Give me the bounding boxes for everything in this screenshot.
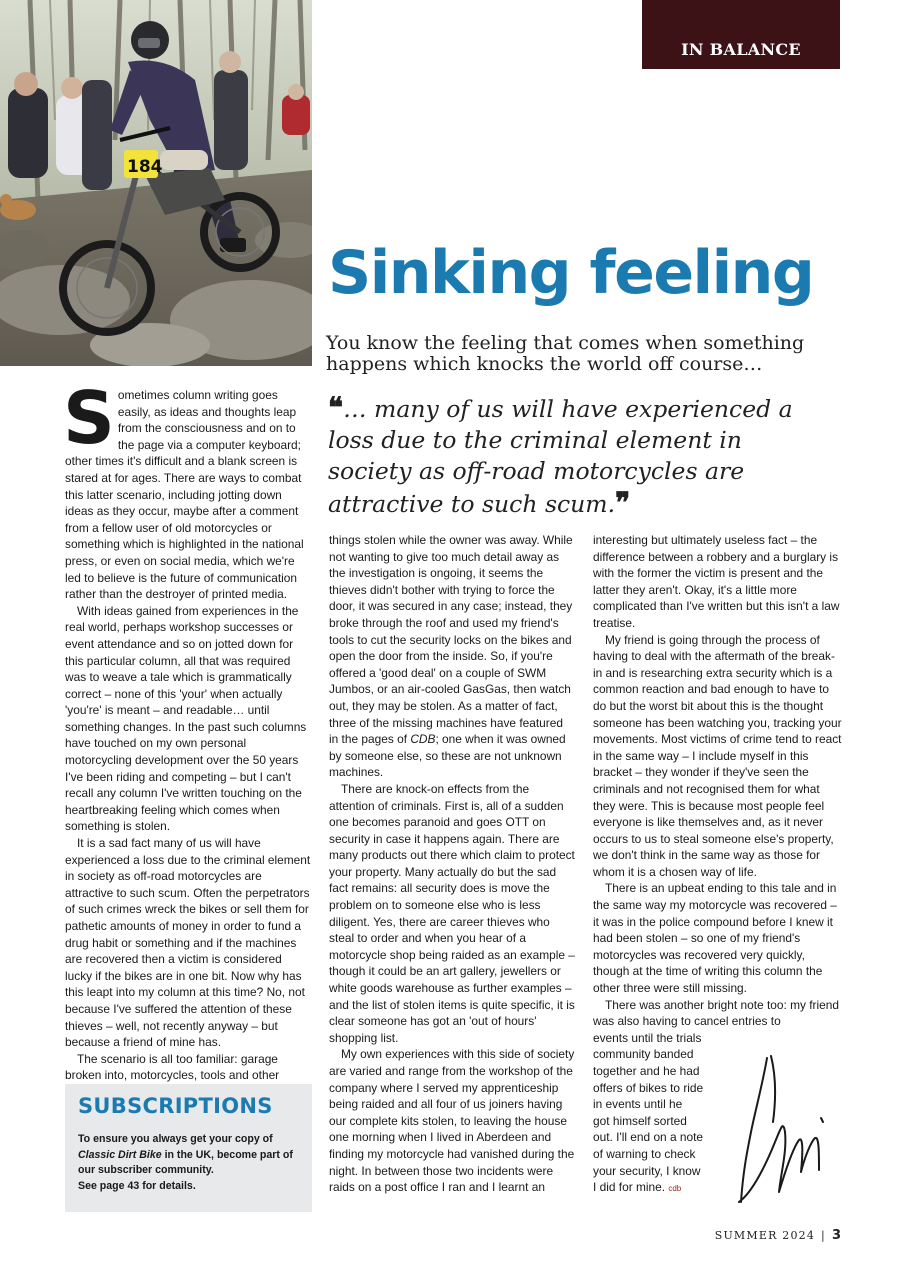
page-folio xyxy=(715,1228,841,1243)
subscriptions-title: SUBSCRIPTIONS xyxy=(78,1094,273,1118)
magazine-name: Classic Dirt Bike xyxy=(78,1148,162,1161)
body-line: of warning to check xyxy=(593,1146,696,1161)
body-paragraph xyxy=(63,376,311,603)
body-line: your security, I know xyxy=(593,1163,701,1178)
body-paragraph: It is a sad fact many of us will have experienced a loss due to the criminal element in society as off-road motorcycles are attractive to such scum. Often the perpetrators of such crimes wreck the bikes or sell them for pathetic amounts of money in order to fund a drug habit or something and if the machines are recovered then a victim is considered lucky if the bikes are in one bit. Now why has this leapt into my column at this time? No, not because I've suffered the attention of these thieves – well, not recently anyway – but because a friend of mine has. xyxy=(65,836,311,1050)
drop-cap: S xyxy=(63,376,115,460)
body-line: offers of bikes to ride xyxy=(593,1080,704,1095)
body-paragraph: interesting but ultimately useless fact – the difference between a robbery and a burglary is with the former the victim is present and the latter they aren't. Okay, it's a little more complicated than I've written but this isn't a law treatise. xyxy=(593,533,840,630)
body-line: community banded xyxy=(593,1047,694,1062)
race-number-plate: 184 xyxy=(127,157,163,177)
body-line: got himself sorted xyxy=(593,1113,687,1128)
body-column-2 xyxy=(329,532,575,1196)
paragraph-text: I did for mine. xyxy=(593,1180,666,1195)
end-mark: cdb xyxy=(668,1184,682,1194)
subscriptions-line: To ensure you always get your copy of xyxy=(78,1133,273,1145)
body-paragraph: My own experiences with this side of society are varied and range from the workshop of the company where I served my apprenticeship being raided and all four of us joiners having our complete kits stolen, to leaving the house one morning when I lived in Aberdeen and finding my motorcycle had vanished during the night. In between those two incidents were raids on a post office I ran and I learnt an xyxy=(329,1047,575,1195)
subscriptions-text xyxy=(78,1132,299,1194)
paragraph-text: things stolen while the owner was away. While not wanting to give too much detail away as the investigation is ongoing, it seems the thieves didn't bother with trying to force the door, it was secured in any case; instead, they broke through the roof and used my friend's tools to cut the security locks on the bikes and open the door from the inside. So, if you're offered a 'good deal' on a couple of SWM Jumbos, or an air-cooled GasGas, then watch out, they may be stolen. As a matter of fact, three of the missing machines have featured in the pages of xyxy=(329,533,573,747)
body-line: out. I'll end on a note xyxy=(593,1130,704,1145)
magazine-abbreviation: CDB xyxy=(410,732,436,747)
quote-open-mark: ❝ xyxy=(328,391,344,424)
section-tab: IN BALANCE xyxy=(642,0,840,69)
subscriptions-box xyxy=(65,1084,312,1212)
headline: Sinking feeling xyxy=(328,238,814,308)
subscriptions-page-ref: See page 43 for details. xyxy=(78,1179,196,1192)
body-paragraph: There are knock-on effects from the attention of criminals. First is, all of a sudden one becomes paranoid and goes OTT on security in case it happens again. There are many products out there which claim to protect your property. Many actually do but the sad fact remains: all security does is move the problem on to someone else who is less diligent. Yes, there are career thieves who steal to order and when you hear of a motorcycle shop being raided as an example – though it could be an art gallery, jewellers or white goods warehouse as further examples – and the list of stolen items is quite specific, it is clear someone has got an 'out of hours' shopping list. xyxy=(329,781,575,1045)
issue-label: SUMMER 2024 xyxy=(714,1229,816,1242)
body-line: together and he had xyxy=(593,1064,700,1078)
article-photo xyxy=(0,0,312,366)
body-column-1 xyxy=(63,376,311,1084)
body-paragraph xyxy=(329,532,575,781)
folio-separator: | xyxy=(821,1229,826,1242)
body-paragraph: The scenario is all too familiar: garage broken into, motorcycles, tools and other xyxy=(65,1051,280,1083)
paragraph-text: ometimes column writing goes easily, as ideas and thoughts leap from the consciousness and on to the page via a computer keyboard; other times it's difficult and a blank screen is stared at for ages. There are ways to combat this latter scenario, including jotting down ideas as they occur, maybe after a comment from a fellow user of old motorcycles or something which is highlighted in the national press, or even on social media, which we're led to believe is the future of communication rather than the destroyer of printed media. xyxy=(65,388,304,602)
author-signature xyxy=(733,1052,833,1212)
body-paragraph: With ideas gained from experiences in the real world, perhaps workshop successes or event attendance and so on jotted down for this particular column, all that was required was to weave a tale which is grammatically correct – none of this 'your' when actually 'you're' is meant – and readable… until something changes. In the past such columns have touched on my own personal motorcycling development over the 50 years I've been riding and competing – but I can't recall any column I've written touching on the heartbreaking feeling which comes when something is stolen. xyxy=(65,603,307,834)
body-paragraph: My friend is going through the process of having to deal with the aftermath of the break-in and is researching extra security which is a common reaction and bad enough to have to do but the worst bit about this is the thought someone has been watching you, tracking your movements. Most victims of crime tend to react in the same way – I include myself in this bracket – they wonder if they've seen the criminals and not recognised them for what they were. This is because most people feel everyone is like themselves and, as it never occurs to us to steal someone else's property, we don't think in the same way as those for whom it is a chosen way of life. xyxy=(593,632,842,879)
trials-rider-photo xyxy=(0,0,312,366)
standfirst: You know the feeling that comes when something happens which knocks the world off course… xyxy=(326,332,805,375)
page-number: 3 xyxy=(831,1228,841,1243)
quote-close-mark: ❞ xyxy=(615,486,631,519)
body-line: events until the trials xyxy=(593,1030,702,1045)
body-line: in events until he xyxy=(593,1097,683,1112)
pull-quote xyxy=(328,392,818,520)
pull-quote-text: … many of us will have experienced a loss due to the criminal element in society as off-road motorcycles are attractive to such scum. xyxy=(328,395,793,518)
body-paragraph: There is an upbeat ending to this tale and in the same way my motorcycle was recovered – it was in the police compound before I knew it had been stolen – so one of my friend's motorcycles was recovered very quickly, though at the time of writing this column the other three were still missing. xyxy=(593,881,837,996)
body-paragraph: There was another bright note too: my friend was also having to cancel entries to xyxy=(593,997,839,1029)
paragraph-text: ; one when it was owned by someone else, so these are not unknown machines. xyxy=(329,732,566,780)
subscriptions-line: in the UK, become part of our subscriber community. xyxy=(78,1148,293,1176)
